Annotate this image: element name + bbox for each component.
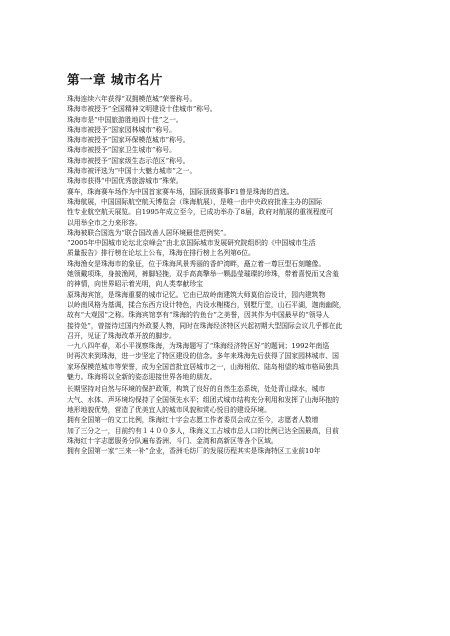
- text-line: 珠海连续六年获得“双拥模范城”荣誉称号。: [67, 95, 197, 103]
- text-line: 接待处”，曾接待过国内外政要人物，同时在珠海经济特区兴起初期大型国际会议几乎都在此: [67, 321, 343, 330]
- text-line: 质量报告》排行榜在论坛上公布，珠海在排行榜上名列第6位。: [67, 249, 255, 258]
- text-line: 性专业航空航天展览。自1995年成立至今，已成功举办了8届，政府对航展的重视程度可: [67, 208, 334, 217]
- text-line: 原珠海宾馆，是珠海重要的城市记忆。它由已故岭南建筑大师莫伯治设计，园内建筑物: [67, 290, 326, 299]
- text-line: 一九八四年春，邓小平视察珠海，为珠海题写了“珠海经济特区好”的题词；1992年南巡: [67, 342, 330, 351]
- text-line: 大气、水体、声环境均保持了全国领先水平；组团式城市结构充分利用和发挥了山海环抱的: [67, 395, 339, 404]
- text-line: 珠海被联合国选为“联合国改善人居环境最佳范例奖”。: [67, 228, 231, 237]
- text-line: 以岭南风格为基调，揉合东西方设计特色，内设水榭楼台，别墅厅堂，山石平湖，迦南幽院，: [67, 300, 346, 309]
- text-line: 的神情，向世界昭示着光明，向人类奉献珍宝: [67, 280, 203, 289]
- text-line: 珠海市被授予“国家园林城市”称号。: [67, 125, 176, 134]
- text-line: 召开，见证了珠海改革开放的脚步。: [67, 331, 176, 340]
- text-line: 珠海市被评选为“中国十大魅力城市”之一。: [67, 167, 197, 176]
- document-body: [67, 94, 387, 456]
- text-line: 珠海航展，中国国际航空航天博览会（珠海航展），是唯一由中央政府批准主办的国际: [67, 197, 322, 206]
- text-line: 家环保模范城市等荣誉，成为全国首批宜居城市之一，山海相依、陆岛相望的城市格局独具: [67, 362, 339, 371]
- text-line: “2005年中国城市论坛北京峰会”由北京国际城市发展研究院组织的《中国城市生活: [67, 239, 316, 248]
- text-line: 珠海市被授予“全国精神文明建设十佳城市”称号。: [67, 105, 217, 114]
- text-line: 以用举全市之力来形容。: [67, 218, 142, 227]
- text-line: 魅力。珠海将以全新的姿态迎接世界各地的朋友。: [67, 373, 217, 382]
- text-line: 拥有全国第一家“三来一补”企业，香洲毛纺厂的发展历程其实是珠海特区工业前10年: [67, 447, 321, 456]
- text-line: 珠海市被授予“国家卫生城市”称号。: [67, 146, 176, 155]
- text-line: 珠海渔女是珠海市的象征，位于珠海风景秀丽的香炉湾畔，矗立着一尊巨型石刻雕像。: [67, 259, 326, 268]
- text-line: 拥有全国第一的文工比例，珠海红十字会志愿工作者委员会成立至今，志愿者人数增: [67, 416, 319, 425]
- text-line: 赛车，珠海赛车场作为中国首家赛车场，国际顶级赛事F1曾是珠海的首选。: [67, 187, 294, 196]
- chapter-title: 第一章 城市名片: [67, 72, 163, 87]
- text-line: 珠海市是“中国旅游胜地四十佳”之一。: [67, 115, 183, 124]
- text-line: 加了三分之一，目前约有１４００多人，珠海义工占城市总人口的比例已达全国最高，目前: [67, 426, 339, 435]
- text-line: 故有“大观园”之称。珠海宾馆享有“珠海的钓鱼台”之美誉，因其作为中国最早的“领导人: [67, 311, 330, 320]
- text-line: 地形地貌优势，营造了优美宜人的城市风貌和赏心悦目的建设环境。: [67, 405, 271, 414]
- text-line: 珠海市被授予“国家级生态示范区”称号。: [67, 156, 190, 165]
- text-line: 她领戴项珠，身披渔网，裤脚轻挽，双手高高擎举一颗晶莹璀璨的珍珠，带着喜悦而又含羞: [67, 270, 339, 279]
- text-line: 时再次来到珠海，进一步坚定了特区建设的信念。多年来珠海先后获得了国家园林城市、国: [67, 352, 339, 361]
- text-line: 珠海市获得“中国优秀旅游城市”殊荣。: [67, 177, 183, 186]
- text-line: 长期坚持对自然与环境的保护政策，构筑了良好的自然生态系统，处处青山绿水，城市: [67, 385, 326, 394]
- text-line: 珠海红十字志愿服务分队遍布香洲、斗门、金湾和高新区等各个区域。: [67, 436, 278, 445]
- text-line: 珠海市被授予“国家环保模范城市”称号。: [67, 136, 190, 145]
